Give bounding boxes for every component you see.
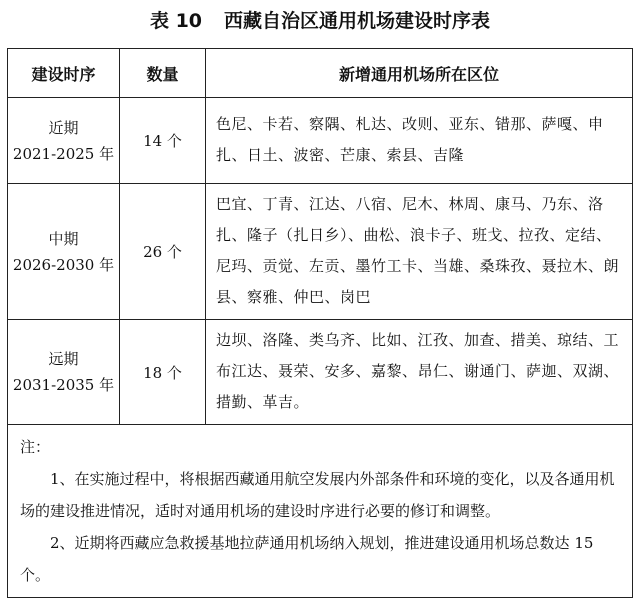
note-item: 2、近期将西藏应急救援基地拉萨通用机场纳入规划，推进建设通用机场总数达 15 个。 xyxy=(20,534,594,584)
period-years: 2021-2025 年 xyxy=(12,144,115,163)
header-row xyxy=(8,49,633,98)
count-cell: 18 个 xyxy=(120,320,206,425)
notes-heading: 注： xyxy=(20,438,51,456)
header-locations: 新增通用机场所在区位 xyxy=(206,49,633,98)
header-schedule: 建设时序 xyxy=(8,49,120,98)
construction-schedule-table xyxy=(7,48,633,598)
notes-cell xyxy=(8,425,633,598)
period-years: 2031-2035 年 xyxy=(12,376,115,394)
period-label: 近期 xyxy=(48,118,79,137)
table-row xyxy=(8,320,633,425)
table-row xyxy=(8,98,633,184)
table-title-text: 西藏自治区通用机场建设时序表 xyxy=(224,10,491,32)
notes-row xyxy=(8,425,633,598)
table-title xyxy=(0,6,640,33)
header-count: 数量 xyxy=(120,49,206,98)
table-row xyxy=(8,184,633,320)
table-number: 表 10 xyxy=(149,10,203,32)
period-cell xyxy=(8,320,120,425)
period-label: 中期 xyxy=(48,229,79,248)
locations-cell: 巴宜、丁青、江达、八宿、尼木、林周、康马、乃东、洛扎、隆子（扎日乡）、曲松、浪卡子、班戈、拉孜、定结、尼玛、贡觉、左贡、墨竹工卡、当雄、桑珠孜、聂拉木、朗县、察雅、仲巴、岗巴 xyxy=(206,184,633,320)
period-cell xyxy=(8,98,120,184)
count-cell: 14 个 xyxy=(120,98,206,184)
locations-cell: 色尼、卡若、察隅、札达、改则、亚东、错那、萨嘎、申扎、日土、波密、芒康、索县、吉隆 xyxy=(206,98,633,184)
period-years: 2026-2030 年 xyxy=(12,255,115,274)
count-cell: 26 个 xyxy=(120,184,206,320)
period-label: 远期 xyxy=(48,350,79,368)
note-item: 1、在实施过程中，将根据西藏通用航空发展内外部条件和环境的变化，以及各通用机场的建设推进情况，适时对通用机场的建设时序进行必要的修订和调整。 xyxy=(20,470,615,520)
period-cell xyxy=(8,184,120,320)
locations-cell: 边坝、洛隆、类乌齐、比如、江孜、加查、措美、琼结、工布江达、聂荣、安多、嘉黎、昂仁、谢通门、萨迦、双湖、措勤、革吉。 xyxy=(206,320,633,425)
